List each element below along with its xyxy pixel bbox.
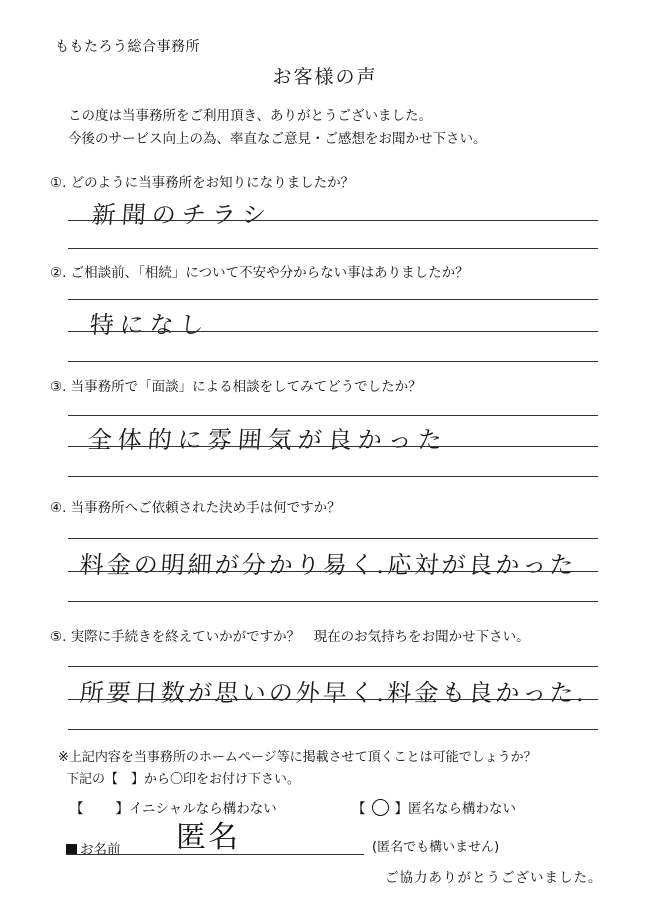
answer-line [68, 415, 598, 416]
name-label-wrap [66, 838, 121, 858]
question-5-label: ⑤. 実際に手続きを終えていかがですか？ 現在のお気持ちをお聞かせ下さい。 [50, 629, 530, 645]
answer-line [68, 476, 598, 477]
consent-question: ※上記内容を当事務所のホームページ等に掲載させて頂くことは可能でしょうか？ [58, 750, 537, 765]
intro-line-2: 今後のサービス向上の為、率直なご意見・ご感想をお聞かせ下さい。 [68, 131, 487, 147]
answer-line [68, 729, 598, 730]
name-note: (匿名でも構いません) [372, 840, 500, 855]
consent-instruction: 下記の【 】から〇印をお付け下さい。 [66, 772, 301, 787]
answer-line [68, 538, 598, 539]
option-initials-label: 】イニシャルなら構わない [115, 801, 277, 817]
question-4-answer: 料金の明細が分かり易く.応対が良かった [78, 551, 578, 579]
answer-line [68, 220, 598, 221]
question-3-answer: 全体的に雰囲気が良かった [86, 426, 449, 454]
answer-line [68, 601, 598, 602]
question-3-label: ③. 当事務所で「面談」による相談をしてみてどうでしたか？ [50, 379, 422, 395]
option-initials-bracket: 【 [70, 801, 84, 817]
answer-line [68, 361, 598, 362]
question-2-label: ②. ご相談前、「相続」について不安や分からない事はありましたか？ [50, 265, 469, 281]
option-anonymous-label: 】匿名なら構わない [394, 801, 516, 817]
answer-line [68, 299, 598, 300]
answer-line [68, 699, 598, 700]
question-1-label: ①. どのように当事務所をお知りになりましたか？ [50, 175, 355, 191]
name-value[interactable]: 匿名 [176, 820, 240, 855]
answer-line [68, 331, 598, 332]
option-anonymous-bracket: 【 [352, 801, 366, 817]
answer-line [68, 248, 598, 249]
question-4-label: ④. 当事務所へご依頼された決め手は何ですか？ [50, 500, 341, 516]
question-1-answer: 新聞のチラシ [90, 201, 273, 229]
page-title: お客様の声 [272, 66, 378, 88]
answer-line [68, 571, 598, 572]
question-5-answer: 所要日数が思いの外早く.料金も良かった. [78, 679, 589, 707]
name-label: お名前 [80, 842, 121, 858]
option-anonymous[interactable] [352, 797, 516, 817]
answer-line [68, 666, 598, 667]
option-initials[interactable] [70, 797, 277, 817]
office-name: ももたろう総合事務所 [55, 39, 200, 55]
intro-line-1: この度は当事務所をご利用頂き、ありがとうございました。 [68, 108, 432, 124]
thanks-message: ご協力ありがとうございました。 [385, 870, 603, 886]
answer-line [68, 446, 598, 447]
circle-mark-icon [372, 799, 389, 816]
question-2-answer: 特になし [88, 311, 211, 339]
name-underline [66, 854, 364, 855]
